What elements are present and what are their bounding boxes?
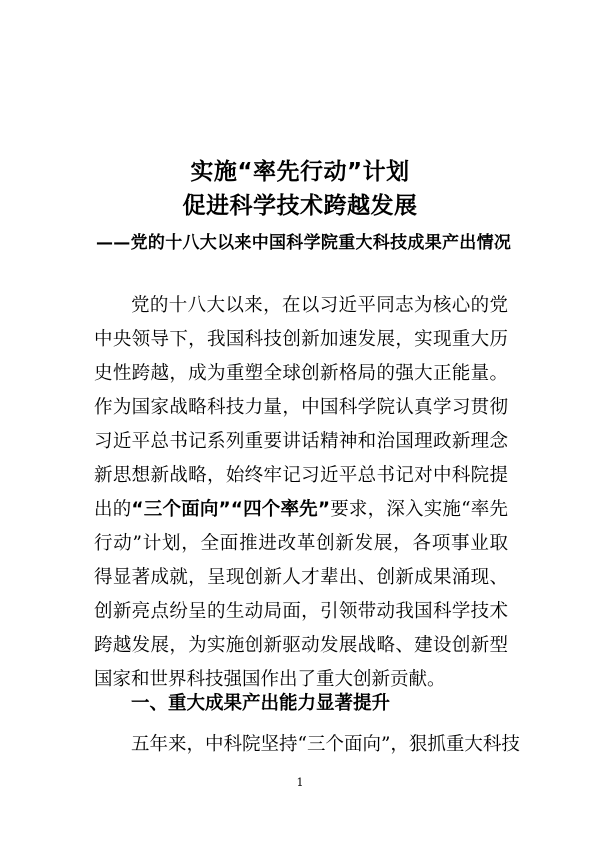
section-heading-1: 一、重大成果产出能力显著提升 — [131, 693, 391, 714]
body-paragraph-2: 五年来，中科院坚持“三个面向”，狠抓重大科技 — [131, 734, 520, 755]
para1-text-part2: 要求，深入实施“率先行动”计划，全面推进改革创新发展，各项事业取得显著成就，呈现创新人才辈出、创新成果涌现、创新亮点纷呈的生动局面，引领带动我国科学技术跨越发展，为实施创新驱动发展战略、建设创新型国家和世界科技强国作出了重大创新贡献。 — [94, 499, 508, 690]
para1-bold-phrase: “三个面向”“四个率先” — [131, 499, 331, 520]
document-title-line1: 实施“率先行动”计划 — [190, 159, 410, 185]
body-paragraph-1 — [94, 289, 508, 697]
para1-text-part1: 党的十八大以来，在以习近平同志为核心的党中央领导下，我国科技创新加速发展，实现重大历史性跨越，成为重塑全球创新格局的强大正能量。作为国家战略科技力量，中国科学院认真学习贯彻习近平总书记系列重要讲话精神和治国理政新理念新思想新战略，始终牢记习近平总书记对中科院提出的 — [94, 295, 508, 520]
document-title-line2: 促进科学技术跨越发展 — [182, 193, 418, 219]
page-number: 1 — [296, 776, 304, 789]
document-subtitle: ——党的十八大以来中国科学院重大科技成果产出情况 — [96, 233, 512, 253]
